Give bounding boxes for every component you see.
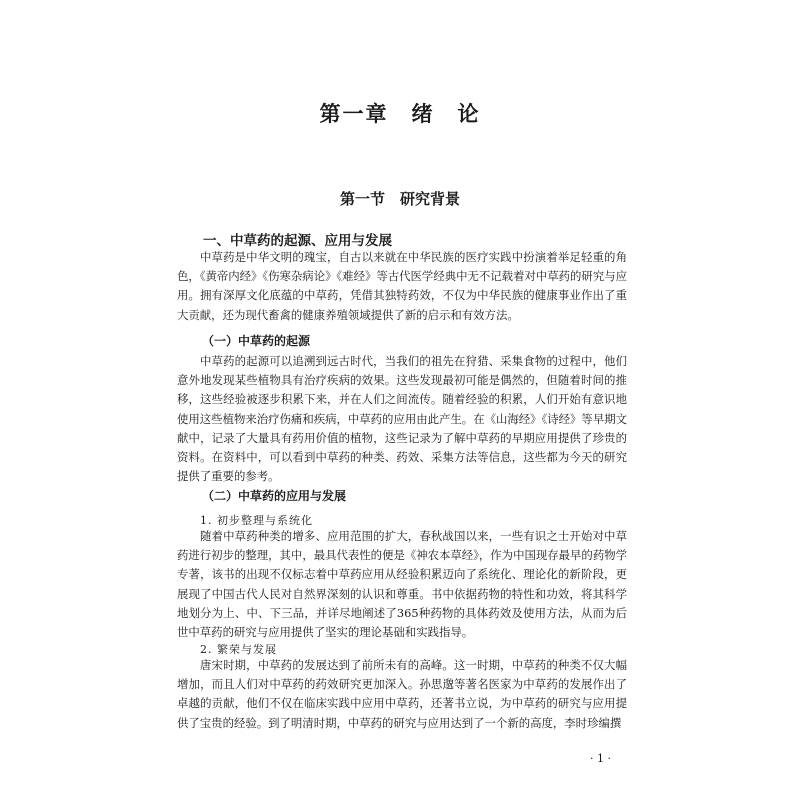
section-title: 第一节 研究背景 — [339, 190, 460, 208]
chapter-title: 第一章 绪 论 — [319, 102, 481, 126]
paragraph-systematization — [177, 527, 627, 642]
heading-origin: （一）中草药的起源 — [202, 334, 311, 348]
page-number: · 1 · — [590, 752, 611, 765]
paragraph-text: 唐宋时期，中草药的发展达到了前所未有的高峰。这一时期，中草药的种类不仅大幅增加，而且人们对中草药的药效研究更加深入。孙思邈等著名医家为中草药的发展作出了卓越的贡献，他们不仅在临床实践中应用中草药，还著书立说，为中草药的研究与应用提供了宝贵的经验。到了明清时期，中草药的研究与应用达到了一个新的高度，李时珍编撰 — [177, 658, 627, 730]
paragraph-text: 中草药是中华文明的瑰宝，自古以来就在中华民族的医疗实践中扮演着举足轻重的角色，《黄帝内经》《伤寒杂病论》《难经》等古代医学经典中无不记载着对中草药的研究与应用。拥有深厚文化底蕴的中草药，凭借其独特药效，不仅为中华民族的健康事业作出了重大贡献，还为现代畜禽的健康养殖领域提供了新的启示和有效方法。 — [177, 250, 627, 322]
paragraph-text: 中草药的起源可以追溯到远古时代，当我们的祖先在狩猎、采集食物的过程中，他们意外地发现某些植物具有治疗疾病的效果。这些发现最初可能是偶然的，但随着时间的推移，这些经验被逐步积累下来，并在人们之间流传。随着经验的积累，人们开始有意识地使用这些植物来治疗伤痛和疾病，中草药的应用由此产生。在《山海经》《诗经》等早期文献中，记录了大量具有药用价值的植物，这些记录为了解中草药的早期应用提供了珍贵的资料。在资料中，可以看到中草药的种类、药效、采集方法等信息，这些都为今天的研究提供了重要的参考。 — [177, 354, 627, 484]
heading-application-development: （二）中草药的应用与发展 — [202, 489, 347, 503]
heading-origin-application-development: 一、中草药的起源、应用与发展 — [203, 233, 392, 249]
paragraph-intro — [177, 248, 627, 325]
paragraph-text: 随着中草药种类的增多、应用范围的扩大，春秋战国以来，一些有识之士开始对中草药进行初步的整理，其中，最具代表性的便是《神农本草经》，作为中国现存最早的药物学专著，该书的出现不仅标志着中草药应用从经验积累迈向了系统化、理论化的新阶段，更展现了中国古代人民对自然界深刻的认识和尊重。书中依据药物的特性和功效，将其科学地划分为上、中、下三品，并详尽地阐述了365种药物的具体药效及使用方法，从而为后世中草药的研究与应用提供了坚实的理论基础和实践指导。 — [177, 529, 627, 640]
paragraph-prosperity — [177, 656, 627, 733]
subheading-prosperity: 2. 繁荣与发展 — [200, 643, 277, 656]
paragraph-origin — [177, 352, 627, 486]
subheading-initial-organization: 1. 初步整理与系统化 — [200, 514, 313, 527]
